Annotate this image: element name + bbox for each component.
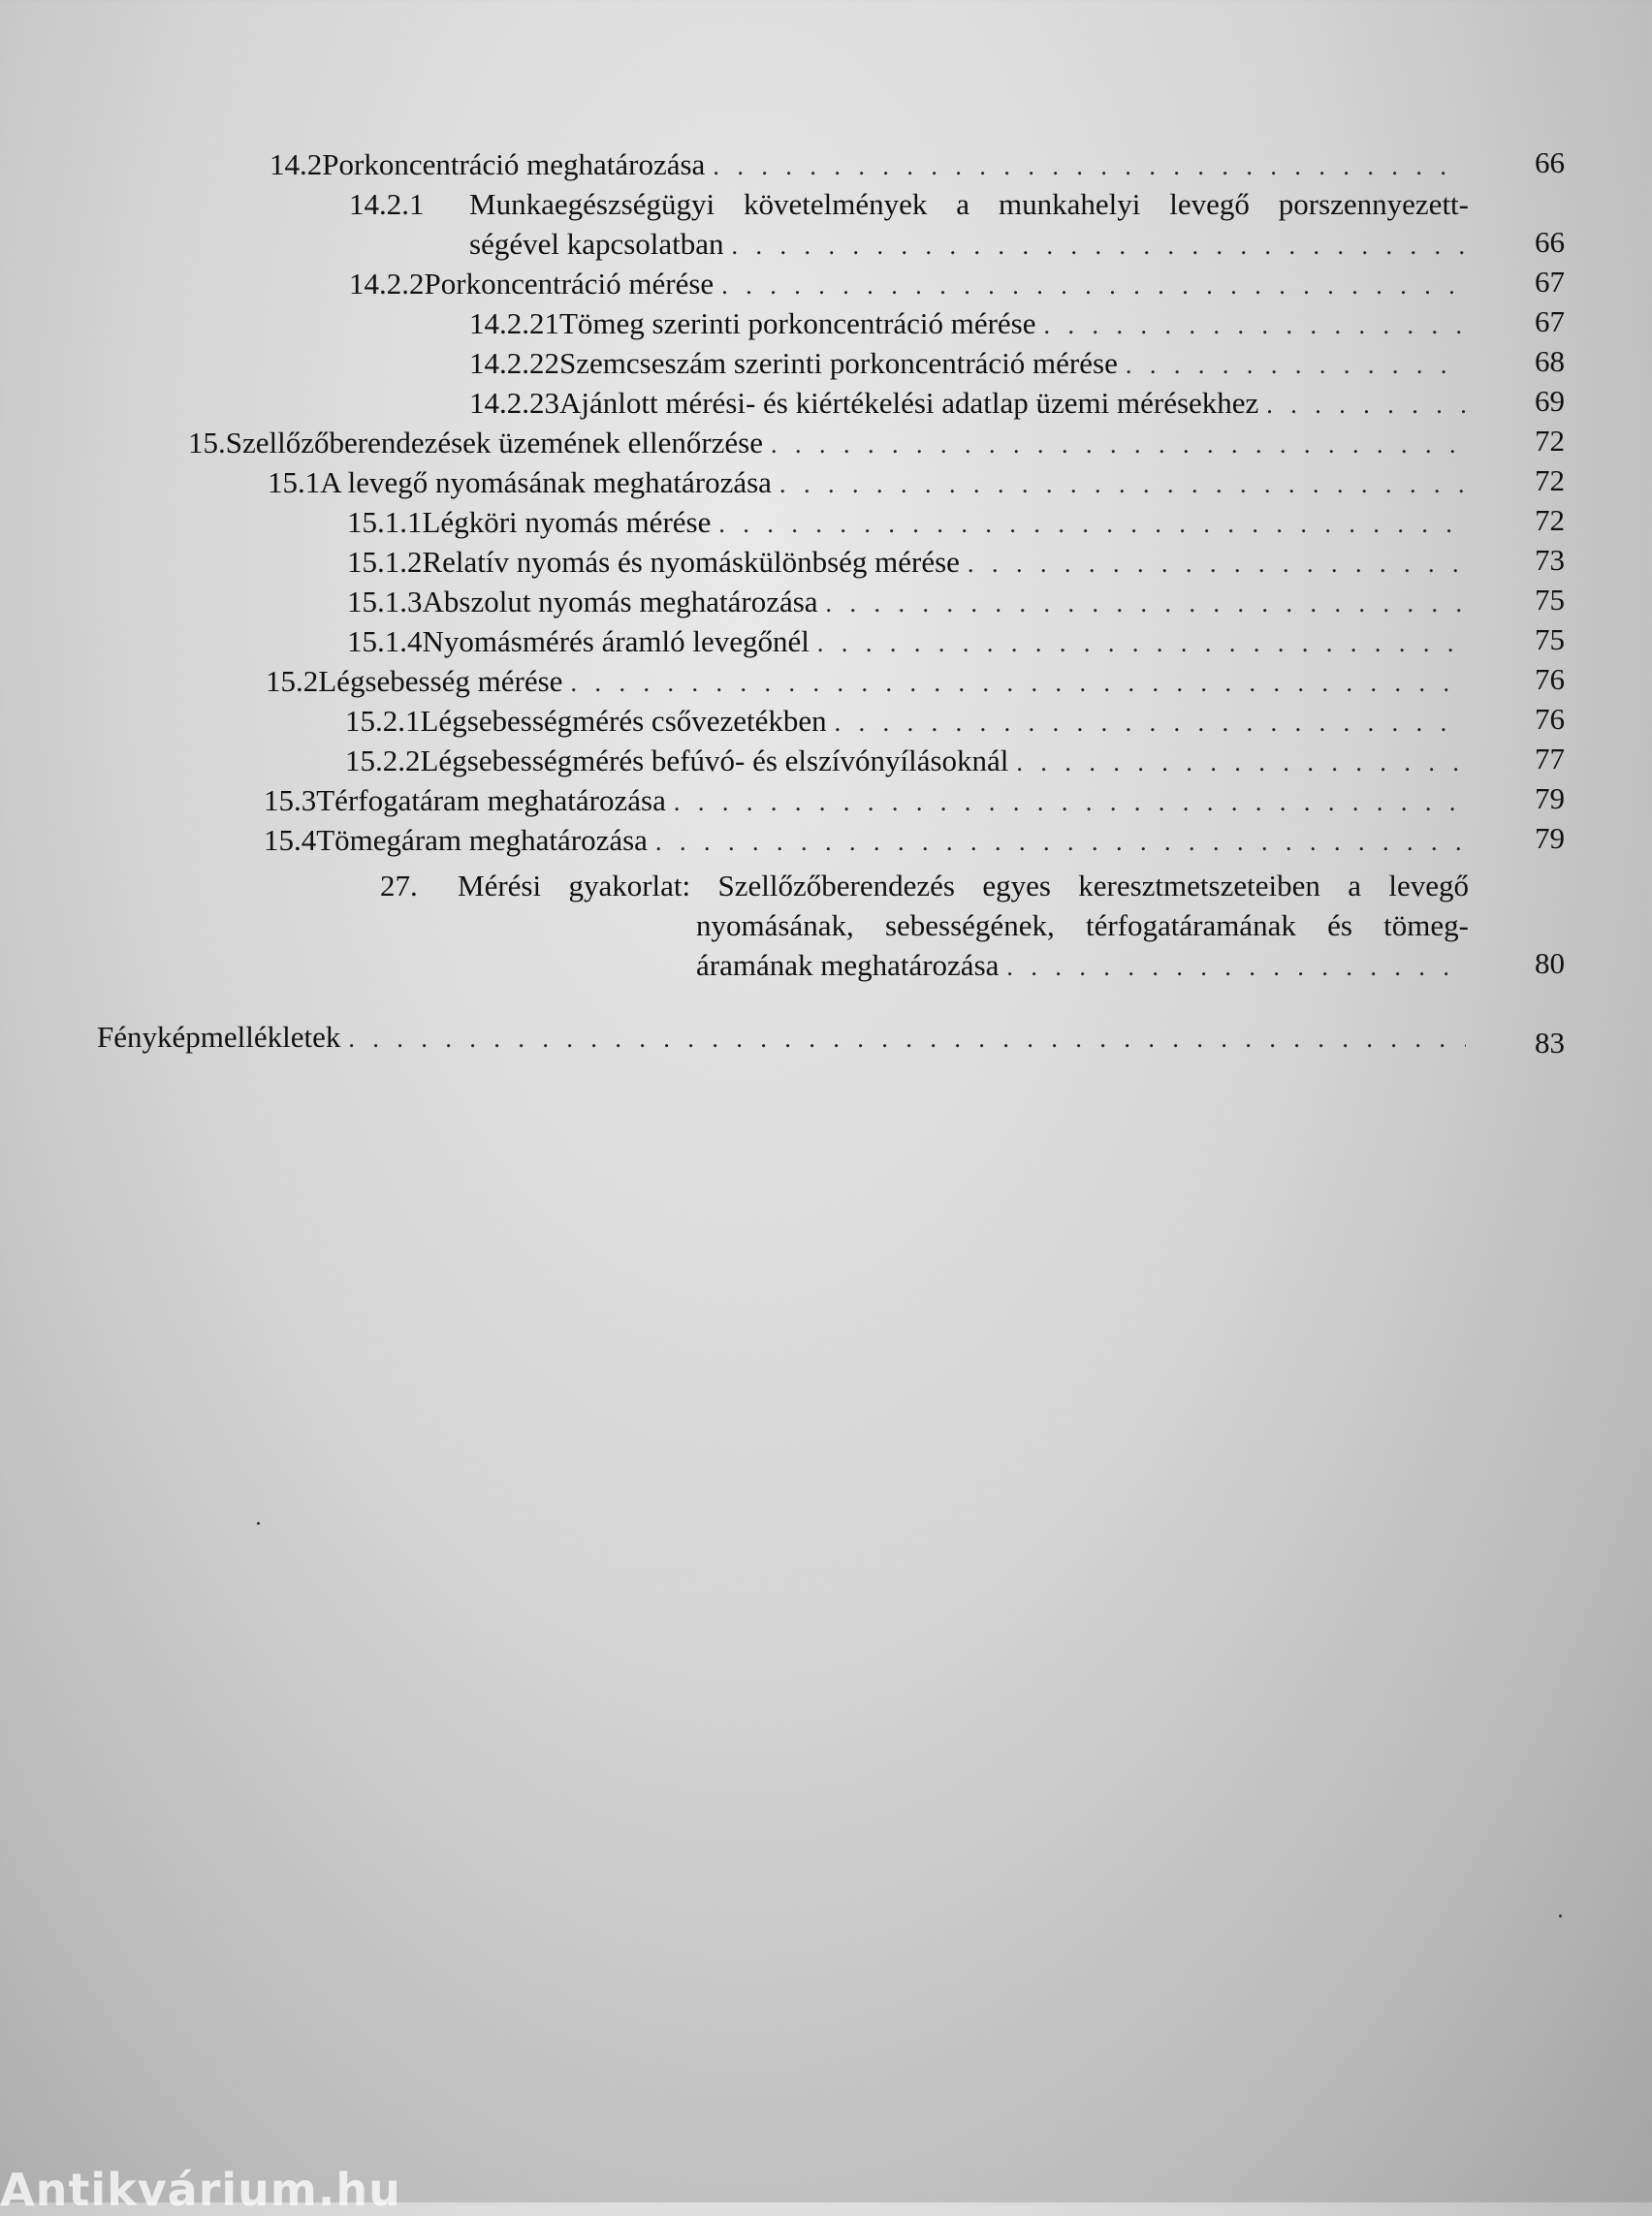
toc-entry-15-1-2 (347, 543, 1472, 584)
toc-title: Légsebességmérés befúvó- és elszívónyílásoknál (420, 744, 1009, 777)
toc-number: 15.1.2 (347, 545, 423, 579)
toc-page: 68 (1535, 344, 1565, 378)
toc-title: ségével kapcsolatban (469, 227, 724, 261)
toc-entry-27-line2 (696, 906, 1469, 945)
toc-number: 15.1 (268, 465, 321, 499)
toc-entry-15-2-1 (345, 702, 1472, 743)
toc-title: Szemcseszám szerinti porkoncentráció mérése (559, 346, 1118, 380)
toc-entry-15-1 (268, 463, 1472, 504)
toc-entry-15-2-2 (345, 742, 1472, 782)
watermark: Antikvárium.hu (0, 2164, 401, 2216)
dot-leader (968, 545, 1466, 584)
toc-title: Relatív nyomás és nyomáskülönbség mérése (422, 545, 960, 579)
toc-title: Porkoncentráció meghatározása (322, 147, 706, 181)
toc-entry-27 (696, 946, 1472, 987)
dot-leader (713, 147, 1466, 186)
toc-title: Porkoncentráció mérése (424, 267, 715, 301)
toc-page: 72 (1535, 503, 1565, 537)
toc-page: 72 (1535, 424, 1565, 458)
toc-page: 76 (1535, 662, 1565, 696)
toc-title: Légsebességmérés csővezetékben (420, 704, 827, 738)
toc-entry-14-2-23 (469, 384, 1472, 425)
dot-leader (1044, 306, 1467, 345)
dot-leader (721, 267, 1466, 305)
toc-entry-14-2-1-line1 (349, 185, 1469, 224)
toc-page: 67 (1535, 265, 1565, 299)
toc-number: 15.1.4 (347, 624, 423, 658)
toc-number: 15.2.1 (345, 704, 421, 738)
toc-title: Ajánlott mérési- és kiértékelési adatlap üzemi mérésekhez (559, 386, 1259, 420)
toc-page: 76 (1535, 702, 1565, 736)
toc-title: A levegő nyomásának meghatározása (320, 465, 772, 499)
toc-title-line1: Munkaegészségügyi követelmények a munkahelyi levegő porszennyezett- (469, 187, 1469, 221)
toc-title: Szellőzőberendezések üzemének ellenőrzése (225, 426, 763, 459)
toc-title: Nyomásmérés áramló levegőnél (422, 624, 810, 658)
dot-leader (1126, 346, 1466, 385)
toc-number: 14.2.22 (469, 346, 559, 380)
toc-page: 83 (1535, 1026, 1565, 1060)
toc-page: 79 (1535, 821, 1565, 855)
toc-entry-15-4 (264, 821, 1472, 862)
dot-leader (1006, 948, 1466, 987)
toc-page: 69 (1535, 384, 1565, 418)
toc-number: 15.3 (264, 783, 317, 817)
toc-title: Tömeg szerinti porkoncentráció mérése (559, 306, 1036, 340)
toc-page: 67 (1535, 304, 1565, 338)
toc-page: 75 (1535, 583, 1565, 617)
toc-entry-27-line1 (380, 867, 1469, 905)
toc-entry-14-2-2 (349, 265, 1472, 305)
toc-page: 77 (1535, 742, 1565, 776)
paper-speck (1559, 1915, 1562, 1917)
dot-leader (779, 465, 1466, 504)
dot-leader (1266, 386, 1466, 425)
toc-entry-15-1-3 (347, 583, 1472, 623)
dot-leader (817, 624, 1466, 663)
dot-leader (771, 426, 1466, 464)
toc-number: 15.4 (264, 823, 317, 857)
dot-leader (835, 704, 1466, 743)
toc-number: 14.2.2 (349, 267, 425, 301)
toc-entry-14-2 (270, 145, 1472, 186)
toc-entry-photo-appendix (97, 1018, 1472, 1059)
toc-page: 80 (1535, 946, 1565, 980)
toc-page: 72 (1535, 463, 1565, 497)
toc-number: 15.2.2 (345, 744, 421, 777)
toc-title: Abszolut nyomás meghatározása (422, 585, 818, 618)
toc-number: 14.2.23 (469, 386, 559, 420)
dot-leader (570, 664, 1466, 703)
toc-number: 14.2 (270, 147, 323, 181)
paper-speck (257, 1522, 260, 1525)
toc-page: 66 (1535, 225, 1565, 259)
toc-title: Tömegáram meghatározása (316, 823, 648, 857)
toc-title: Térfogatáram meghatározása (316, 783, 666, 817)
toc-title: Fényképmellékletek (97, 1020, 341, 1054)
dot-leader (674, 783, 1466, 822)
toc-title: Légköri nyomás mérése (422, 505, 712, 539)
dot-leader (1016, 744, 1466, 782)
toc-page: 79 (1535, 781, 1565, 815)
toc-entry-14-2-1 (469, 225, 1472, 266)
dot-leader (718, 505, 1466, 544)
toc-number: 15. (188, 426, 226, 459)
dot-leader (826, 585, 1466, 623)
toc-entry-15 (188, 424, 1472, 464)
toc-number: 15.1.3 (347, 585, 423, 618)
toc-entry-15-2 (266, 662, 1472, 703)
toc-number: 15.2 (266, 664, 319, 698)
dot-leader (348, 1020, 1466, 1059)
toc-page: 66 (1535, 145, 1565, 179)
toc-entry-15-1-1 (347, 503, 1472, 544)
toc-title: áramának meghatározása (696, 948, 1000, 982)
toc-number: 14.2.21 (469, 306, 559, 340)
toc-page: 73 (1535, 543, 1565, 577)
toc-number: 27. (380, 869, 418, 902)
toc-entry-14-2-22 (469, 344, 1472, 385)
toc-title-line1: Szellőzőberendezés egyes keresztmetszeteiben a levegő (717, 869, 1469, 902)
toc-page: 75 (1535, 622, 1565, 656)
exercise-label: Mérési gyakorlat: (458, 869, 691, 902)
toc-number: 14.2.1 (349, 187, 425, 221)
toc-number: 15.1.1 (347, 505, 423, 539)
toc-entry-15-3 (264, 781, 1472, 822)
dot-leader (655, 823, 1466, 862)
dot-leader (732, 227, 1466, 266)
toc-title-line2: nyomásának, sebességének, térfogatáramának és tömeg- (696, 908, 1469, 942)
toc-entry-14-2-21 (469, 304, 1472, 345)
toc-title: Légsebesség mérése (318, 664, 563, 698)
toc-entry-15-1-4 (347, 622, 1472, 663)
